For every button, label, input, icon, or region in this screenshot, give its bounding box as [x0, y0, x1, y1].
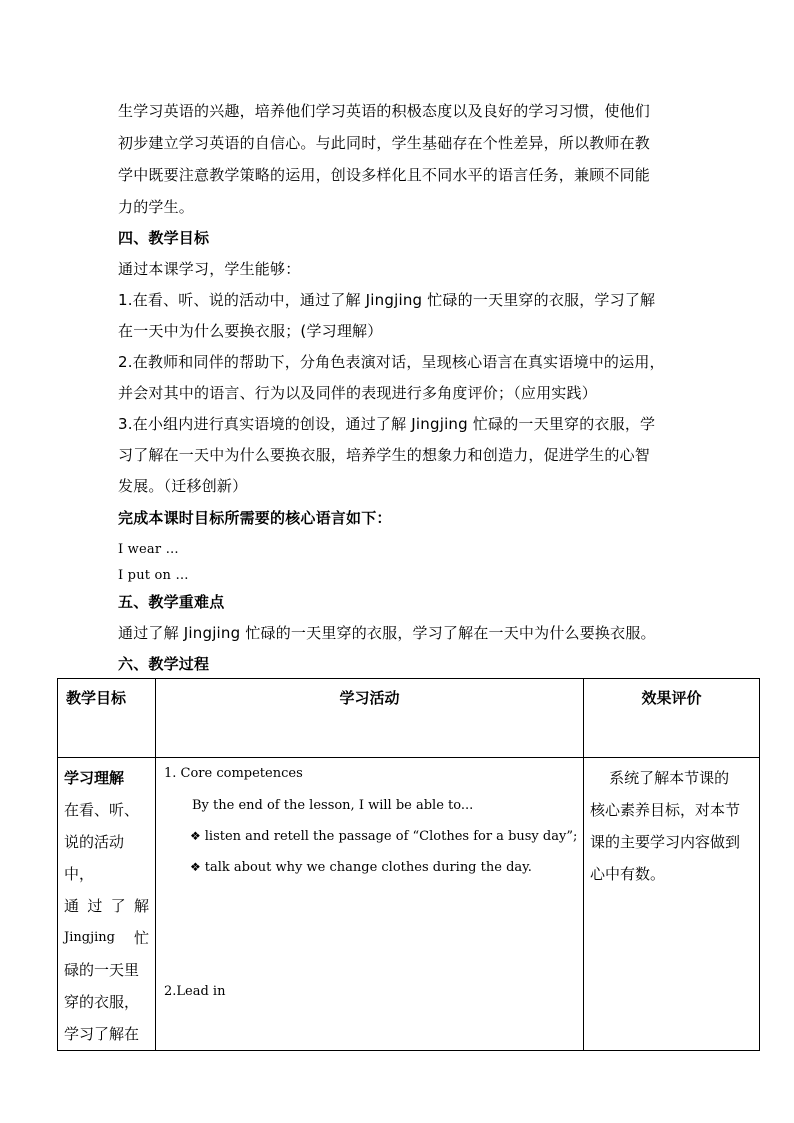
objective-cell — [58, 758, 156, 1051]
evaluation-line: 核心素养目标，对本节 — [590, 801, 741, 819]
activity-lead-in: 2.Lead in — [164, 984, 226, 999]
focus-text: 通过了解 Jingjing 忙碌的一天里穿的衣服，学习了解在一天中为什么要换衣服。 — [118, 624, 656, 642]
table-header-row — [58, 679, 760, 758]
core-language-item: I put on … — [118, 568, 189, 583]
header-objective: 教学目标 — [58, 679, 156, 758]
evaluation-line: 心中有数。 — [590, 865, 666, 883]
header-activity: 学习活动 — [156, 679, 584, 758]
objective-line: 在看、听、 — [64, 801, 140, 819]
diamond-bullet-icon: ❖ — [190, 860, 201, 874]
activity-cell — [156, 758, 584, 1051]
header-evaluation: 效果评价 — [584, 679, 760, 758]
goal-1-line: 1.在看、听、说的活动中，通过了解 Jingjing 忙碌的一天里穿的衣服，学习了解 — [118, 291, 656, 309]
goal-3-line: 习了解在一天中为什么要换衣服，培养学生的想象力和创造力，促进学生的心智 — [118, 446, 651, 464]
paragraph-line: 初步建立学习英语的自信心。与此同时，学生基础存在个性差异，所以教师在教 — [118, 134, 651, 152]
activity-bullet: ❖ listen and retell the passage of “Clothes for a busy day”; — [190, 829, 578, 844]
objective-line: 碌的一天里 — [64, 961, 140, 979]
table-row — [58, 758, 760, 1051]
paragraph-line: 力的学生。 — [118, 198, 195, 216]
paragraph-line: 学中既要注意教学策略的运用，创设多样化且不同水平的语言任务，兼顾不同能 — [118, 166, 651, 184]
core-language-heading: 完成本课时目标所需要的核心语言如下： — [118, 509, 392, 527]
objective-line: 穿的衣服， — [64, 993, 140, 1011]
objective-title: 学习理解 — [64, 769, 125, 787]
evaluation-line: 系统了解本节课的 — [590, 769, 730, 787]
activity-core-competences: 1. Core competences — [164, 766, 303, 781]
evaluation-cell — [584, 758, 760, 1051]
objective-line: 通 过 了 解 — [64, 897, 149, 915]
core-language-item: I wear … — [118, 542, 179, 557]
evaluation-line: 课的主要学习内容做到 — [590, 833, 741, 851]
goal-3-line: 发展。（迁移创新） — [118, 477, 248, 495]
goals-intro: 通过本课学习，学生能够： — [118, 260, 301, 278]
section-heading-process: 六、教学过程 — [118, 655, 210, 673]
paragraph-line: 生学习英语的兴趣，培养他们学习英语的积极态度以及良好的学习习惯，使他们 — [118, 102, 651, 120]
activity-bullet: ❖ talk about why we change clothes during the day. — [190, 860, 532, 875]
objective-line: 学习了解在 — [64, 1025, 140, 1043]
activity-intro: By the end of the lesson, I will be able to... — [192, 798, 474, 813]
goal-2-line: 并会对其中的语言、行为以及同伴的表现进行多角度评价；（应用实践） — [118, 384, 597, 402]
diamond-bullet-icon: ❖ — [190, 829, 201, 843]
goal-2-line: 2.在教师和同伴的帮助下，分角色表演对话，呈现核心语言在真实语境中的运用， — [118, 353, 665, 371]
objective-line: Jingjing 忙 — [64, 929, 149, 947]
objective-line: 说的活动中， — [64, 833, 125, 883]
lesson-process-table — [57, 678, 760, 1051]
section-heading-focus: 五、教学重难点 — [118, 593, 225, 611]
goal-1-line: 在一天中为什么要换衣服；(学习理解） — [118, 322, 383, 340]
section-heading-goals: 四、教学目标 — [118, 229, 210, 247]
goal-3-line: 3.在小组内进行真实语境的创设，通过了解 Jingjing 忙碌的一天里穿的衣服，学 — [118, 415, 656, 433]
